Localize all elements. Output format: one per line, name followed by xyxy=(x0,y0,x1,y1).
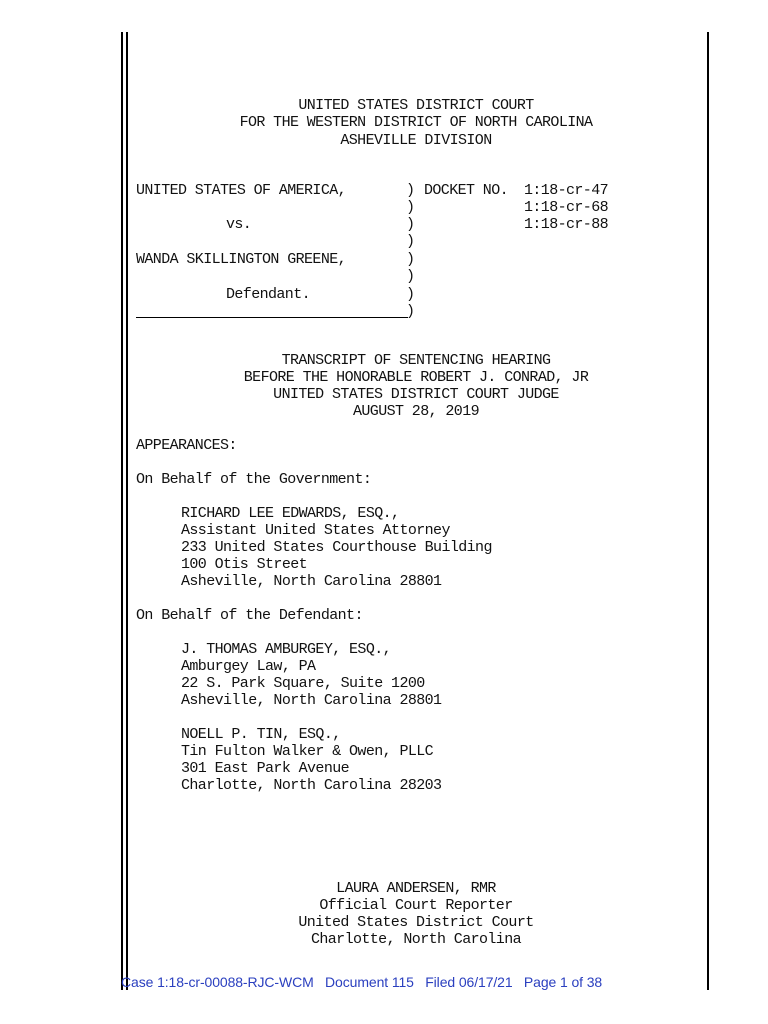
defense-attorney-address: 22 S. Park Square, Suite 1200 xyxy=(181,675,425,692)
reporter-location-text: Charlotte, North Carolina xyxy=(310,931,522,948)
reporter-title xyxy=(136,897,696,914)
caption-defendant-label: Defendant. xyxy=(226,286,311,303)
caption-paren: ) xyxy=(406,303,415,320)
docket-number: 1:18-cr-88 xyxy=(524,216,609,233)
caption-paren: ) xyxy=(406,251,415,268)
court-division: ASHEVILLE DIVISION xyxy=(340,132,492,149)
reporter-court xyxy=(136,914,696,931)
left-margin-rule-outer xyxy=(121,32,123,990)
defense-attorney-city: Asheville, North Carolina 28801 xyxy=(181,692,442,709)
government-heading: On Behalf of the Government: xyxy=(136,471,372,488)
defense-attorney-name: J. THOMAS AMBURGEY, ESQ., xyxy=(181,641,392,658)
caption-paren: ) xyxy=(406,286,415,303)
caption-paren: ) xyxy=(406,268,415,285)
reporter-location xyxy=(136,931,696,948)
right-margin-rule xyxy=(707,32,709,990)
caption-paren: ) xyxy=(406,199,415,216)
caption-defendant-name: WANDA SKILLINGTON GREENE, xyxy=(136,251,347,268)
government-attorney-address: 233 United States Courthouse Building xyxy=(181,539,492,556)
caption-underline xyxy=(136,317,408,318)
transcript-title: TRANSCRIPT OF SENTENCING HEARING xyxy=(281,352,551,369)
transcript-judge-title: UNITED STATES DISTRICT COURT JUDGE xyxy=(273,386,559,403)
transcript-judge: BEFORE THE HONORABLE ROBERT J. CONRAD, JR xyxy=(243,369,589,386)
reporter-name xyxy=(136,880,696,897)
defense-attorney-address: 301 East Park Avenue xyxy=(181,760,350,777)
defense-attorney-firm: Tin Fulton Walker & Owen, PLLC xyxy=(181,743,434,760)
filing-stamp: Case 1:18-cr-00088-RJC-WCM Document 115 Filed 06/17/21 Page 1 of 38 xyxy=(121,974,603,990)
reporter-title-text: Official Court Reporter xyxy=(319,897,513,914)
caption-paren: ) xyxy=(406,233,415,250)
caption-paren: ) xyxy=(406,182,415,199)
caption-vs: vs. xyxy=(226,216,252,233)
defense-attorney-city: Charlotte, North Carolina 28203 xyxy=(181,777,442,794)
defense-attorney-name: NOELL P. TIN, ESQ., xyxy=(181,726,341,743)
appearances-heading: APPEARANCES: xyxy=(136,437,237,454)
docket-number: 1:18-cr-68 xyxy=(524,199,609,216)
docket-label: DOCKET NO. xyxy=(424,182,509,199)
government-attorney-street: 100 Otis Street xyxy=(181,556,308,573)
transcript-date: AUGUST 28, 2019 xyxy=(352,403,480,420)
caption-plaintiff: UNITED STATES OF AMERICA, xyxy=(136,182,347,199)
defense-attorney-firm: Amburgey Law, PA xyxy=(181,658,316,675)
government-attorney-city: Asheville, North Carolina 28801 xyxy=(181,573,442,590)
caption-paren: ) xyxy=(406,216,415,233)
left-margin-rule-inner xyxy=(126,32,128,990)
reporter-name-text: LAURA ANDERSEN, RMR xyxy=(336,880,496,897)
docket-number: 1:18-cr-47 xyxy=(524,182,609,199)
reporter-court-text: United States District Court xyxy=(298,914,534,931)
government-attorney-title: Assistant United States Attorney xyxy=(181,522,450,539)
government-attorney-name: RICHARD LEE EDWARDS, ESQ., xyxy=(181,505,400,522)
court-name: UNITED STATES DISTRICT COURT xyxy=(298,97,534,114)
court-district: FOR THE WESTERN DISTRICT OF NORTH CAROLINA xyxy=(239,114,593,131)
defendant-heading: On Behalf of the Defendant: xyxy=(136,607,363,624)
